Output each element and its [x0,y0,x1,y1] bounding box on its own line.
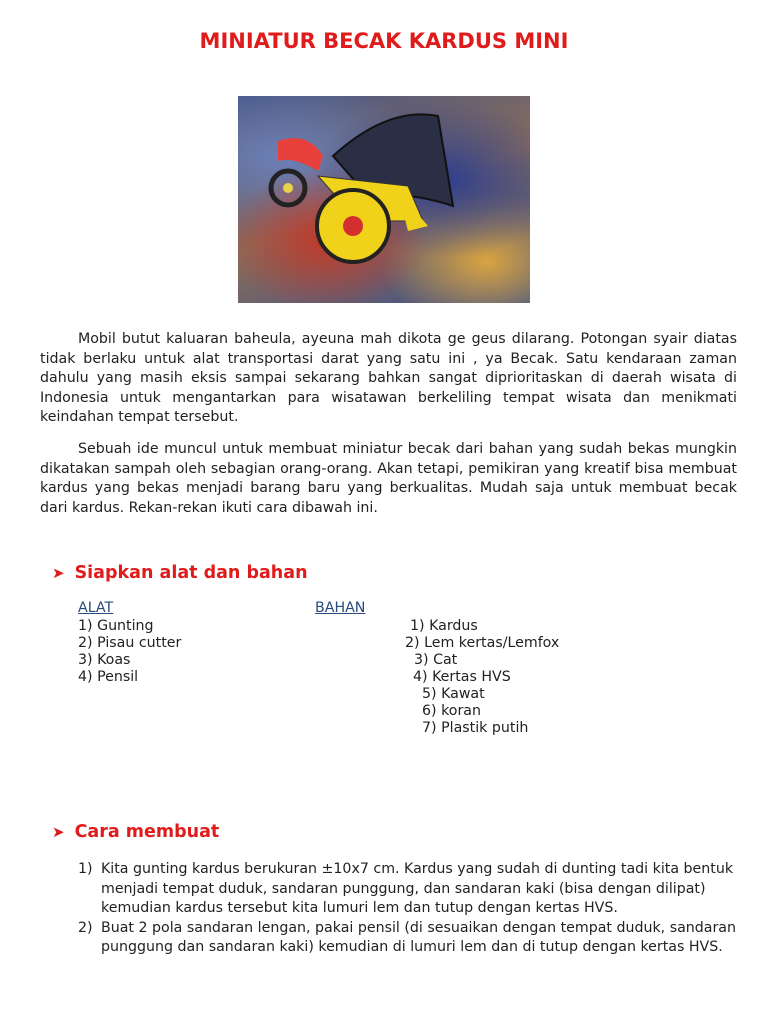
list-item: 1) Kardus [410,618,478,634]
bahan-list [400,618,559,737]
list-item: 4) Kertas HVS [413,669,511,685]
section-heading-steps [52,822,219,842]
step-number: 2) [78,919,93,936]
section-heading-text: Cara membuat [74,822,220,842]
step-text: Buat 2 pola sandaran lengan, pakai pensil (di sesuaikan dengan tempat duduk, sandaran punggung dan sandaran kaki) kemudian di lumuri lem dan di tutup dengan kertas HVS. [101,919,736,955]
list-item: 3) Koas [78,652,131,668]
page-title: MINIATUR BECAK KARDUS MINI [199,29,569,53]
step-item [78,860,738,919]
section-heading-tools [52,563,308,583]
alat-header: ALAT [78,600,114,616]
list-item: 1) Gunting [78,618,154,634]
arrow-bullet-icon: ➤ [52,564,65,582]
becak-miniature-photo [238,96,530,303]
list-item: 2) Lem kertas/Lemfox [405,635,560,651]
intro-paragraph-1: Mobil butut kaluaran baheula, ayeuna mah dikota ge geus dilarang. Potongan syair diatas tidak berlaku untuk alat transportasi darat yang satu ini , ya Becak. Satu kendaraan zaman dahulu yang masih eksis sampai sekarang bahkan sangat diprioritaskan di daerah wisata di Indonesia untuk mengantarkan para wisatawan berkeliling tempat wisata dan menikmati keindahan tempat tersebut. [40,331,737,426]
list-item: 7) Plastik putih [422,720,529,736]
arrow-bullet-icon: ➤ [52,823,65,841]
list-item: 5) Kawat [422,686,485,702]
list-item: 4) Pensil [78,669,139,685]
step-number: 1) [78,861,93,877]
list-item: 3) Cat [414,652,458,668]
steps-list [78,860,738,958]
section-heading-text: Siapkan alat dan bahan [74,563,308,583]
intro-paragraph-2: Sebuah ide muncul untuk membuat miniatur becak dari bahan yang sudah bekas mungkin dikatakan sampah oleh sebagian orang-orang. Akan tetapi, pemikiran yang kreatif bisa membuat kardus yang bekas menjadi barang baru yang berkualitas. Mudah saja untuk membuat becak dari kardus. Rekan-rekan ikuti cara dibawah ini. [40,441,737,516]
list-item: 6) koran [422,703,481,719]
step-item [78,919,738,958]
step-text: Kita gunting kardus berukuran ±10x7 cm. Kardus yang sudah di dunting tadi kita bentuk menjadi tempat duduk, sandaran punggung, dan sandaran kaki (bisa dengan dilipat) kemudian kardus tersebut kita lumuri lem dan tutup dengan kertas HVS. [101,861,734,916]
list-item: 2) Pisau cutter [78,635,182,651]
bahan-header: BAHAN [315,600,366,616]
alat-list [78,618,181,686]
